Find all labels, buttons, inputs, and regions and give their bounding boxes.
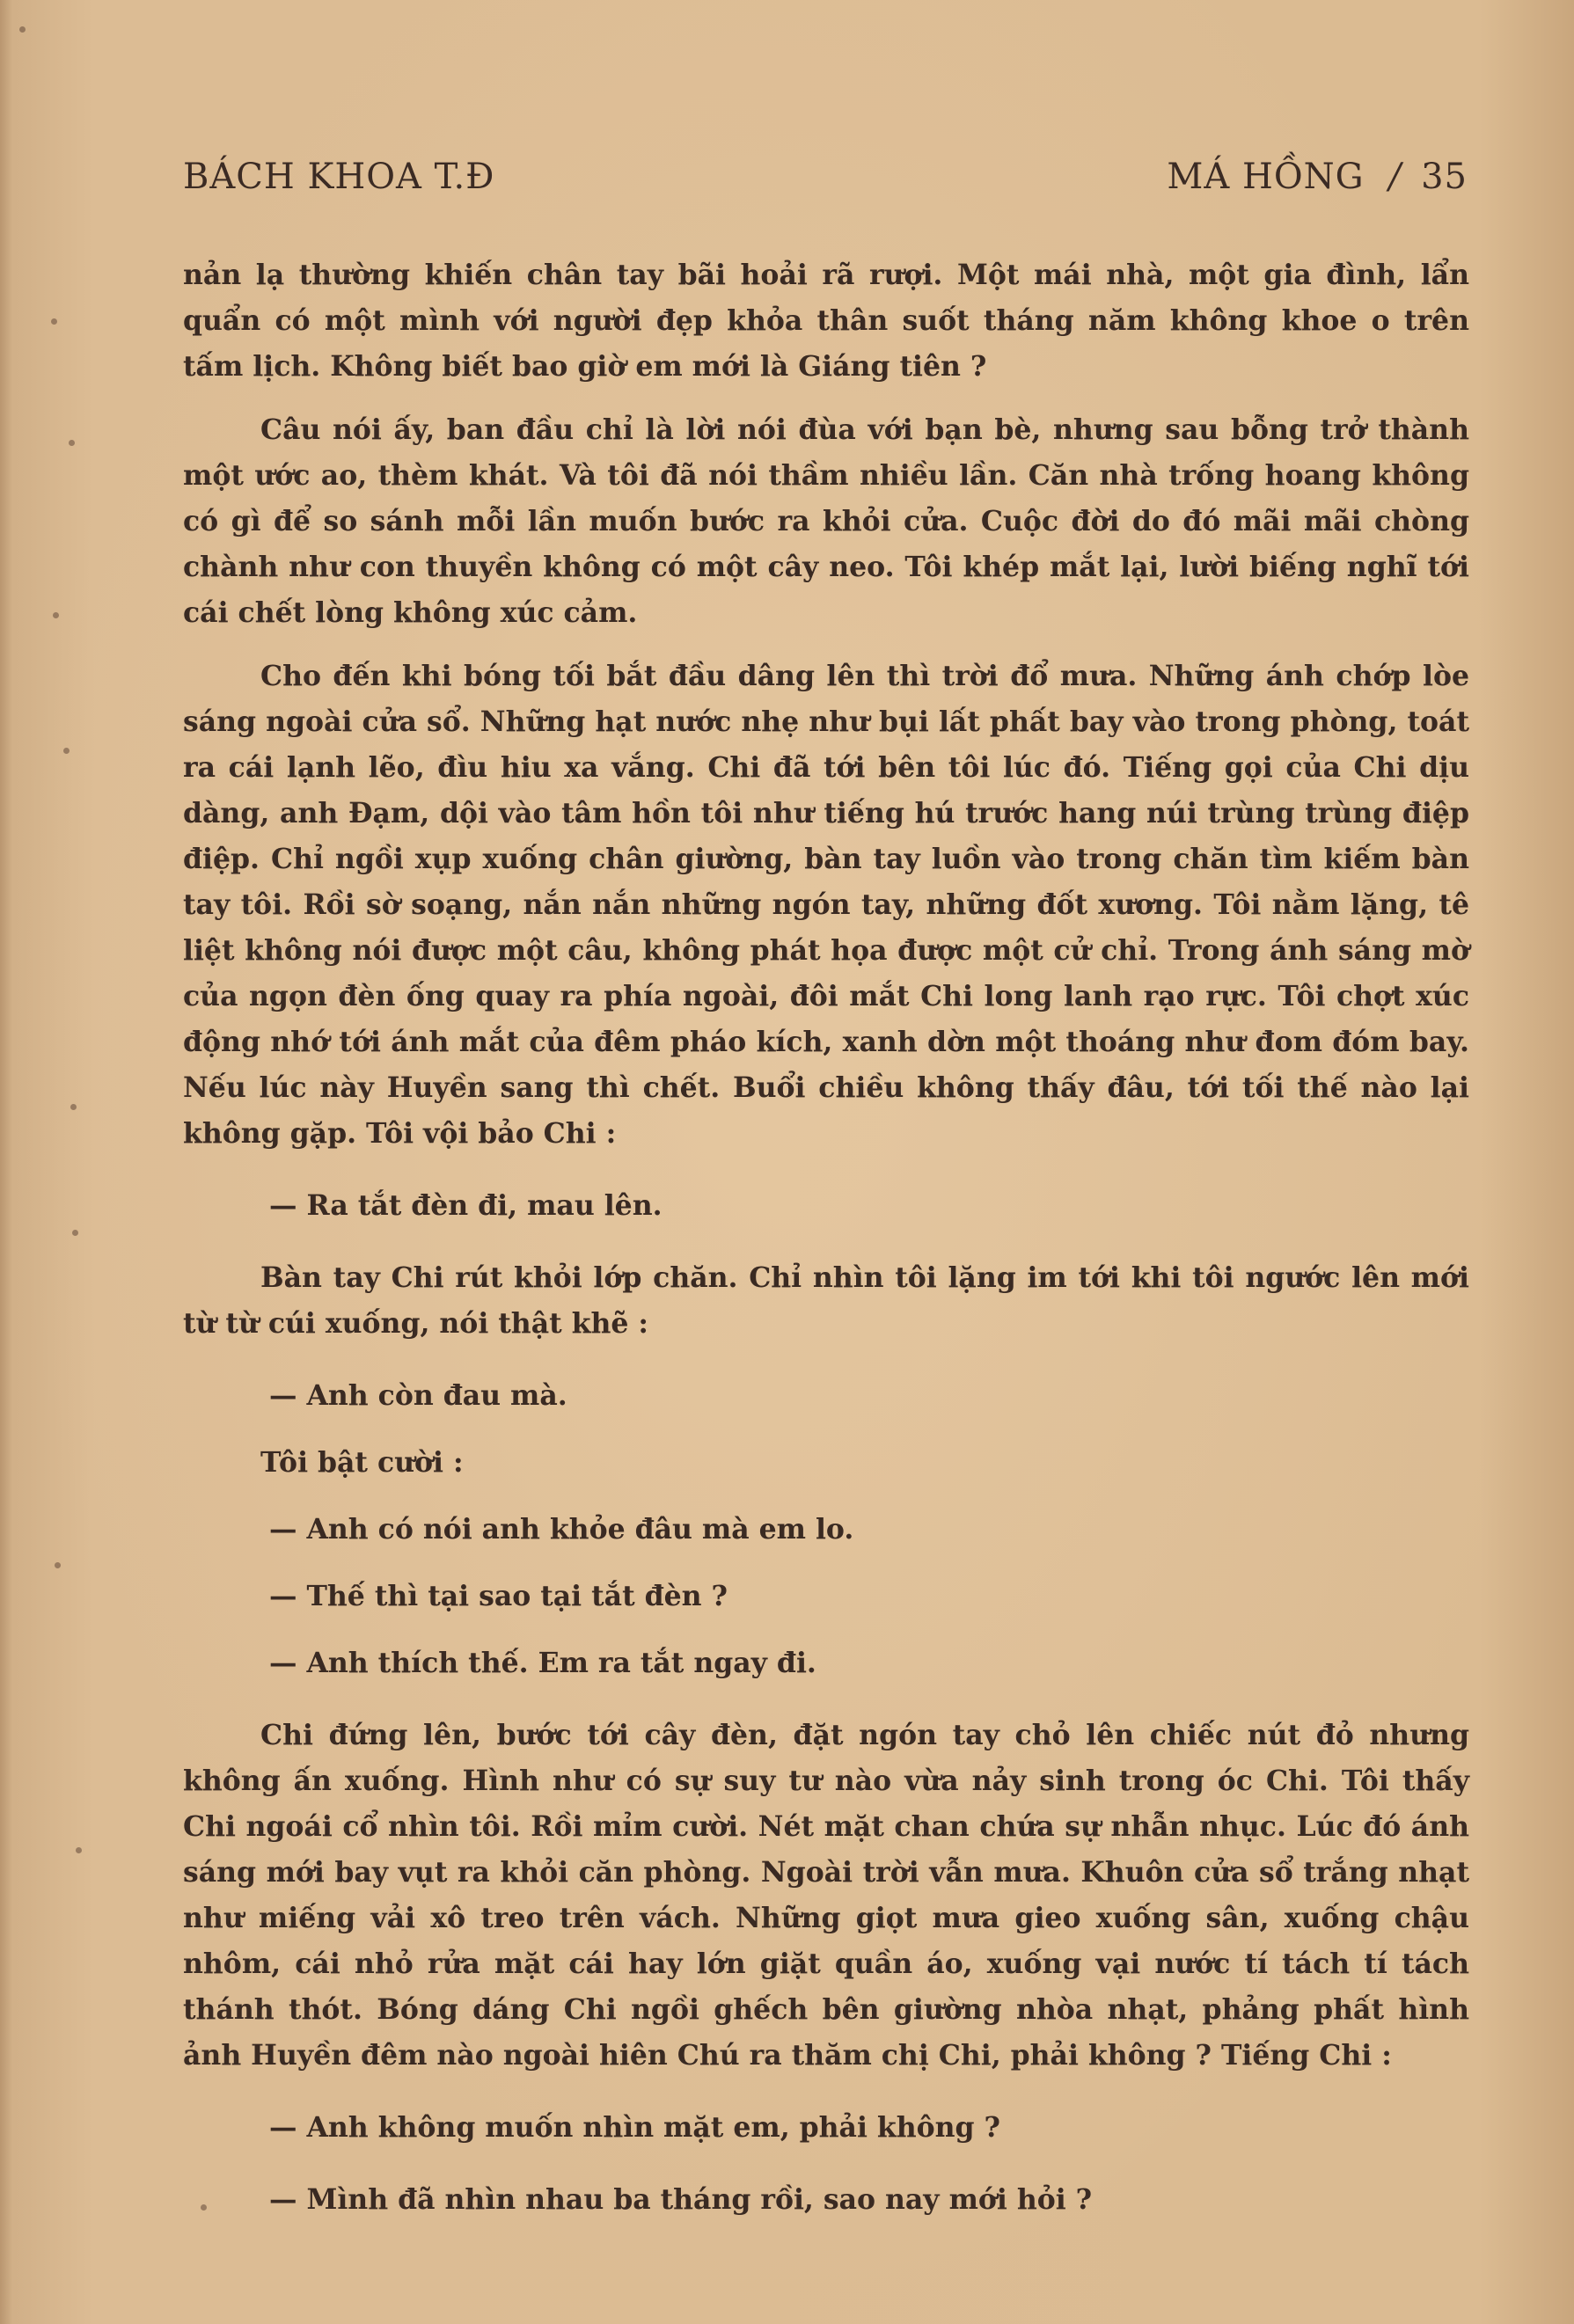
paragraph: Câu nói ấy, ban đầu chỉ là lời nói đùa với bạn bè, nhưng sau bỗng trở thành một ước ao, thèm khát. Và tôi đã nói thầm nhiều lần. Căn nhà trống hoang không có gì để so sánh mỗi lần muốn bước ra khỏi cửa. Cuộc đời do đó mãi mãi chòng chành như con thuyền không có một cây neo. Tôi khép mắt lại, lười biếng nghĩ tới cái chết lòng không xúc cảm. xyxy=(183,413,1469,629)
dialogue-line: — Anh có nói anh khỏe đâu mà em lo. xyxy=(269,1513,854,1546)
journal-title: BÁCH KHOA T.Đ xyxy=(183,157,495,197)
dialogue-line: — Thế thì tại sao tại tắt đèn ? xyxy=(269,1580,728,1612)
paragraph: nản lạ thường khiến chân tay bãi hoải rã rượi. Một mái nhà, một gia đình, lẩn quẩn có một mình với người đẹp khỏa thân suốt tháng năm không khoe o trên tấm lịch. Không biết bao giờ em mới là Giáng tiên ? xyxy=(183,259,1469,383)
page-number: 35 xyxy=(1421,157,1468,197)
dialogue-line: — Anh còn đau mà. xyxy=(269,1379,567,1412)
margin-speck xyxy=(19,26,26,33)
margin-speck xyxy=(51,318,57,325)
margin-speck xyxy=(55,1562,61,1568)
margin-speck xyxy=(76,1847,82,1853)
margin-speck xyxy=(70,1104,77,1110)
margin-speck xyxy=(72,1230,78,1236)
story-title: MÁ HỒNG xyxy=(1167,157,1365,197)
margin-speck xyxy=(69,440,75,446)
chapter-header xyxy=(1167,157,1468,197)
dialogue-line: — Ra tắt đèn đi, mau lên. xyxy=(269,1189,663,1222)
paragraph: Chi đứng lên, bước tới cây đèn, đặt ngón tay chỏ lên chiếc nút đỏ nhưng không ấn xuống. Hình như có sự suy tư nào vừa nảy sinh trong óc Chi. Tôi thấy Chi ngoái cổ nhìn tôi. Rồi mỉm cười. Nét mặt chan chứa sự nhẫn nhục. Lúc đó ánh sáng mới bay vụt ra khỏi căn phòng. Ngoài trời vẫn mưa. Khuôn cửa sổ trắng nhạt như miếng vải xô treo trên vách. Những giọt mưa gieo xuống sân, xuống chậu nhôm, cái nhỏ rửa mặt cái hay lớn giặt quần áo, xuống vại nước tí tách tí tách thánh thót. Bóng dáng Chi ngồi ghếch bên giường nhòa nhạt, phảng phất hình ảnh Huyền đêm nào ngoài hiên Chú ra thăm chị Chi, phải không ? Tiếng Chi : xyxy=(183,1719,1469,2072)
dialogue-line: — Anh không muốn nhìn mặt em, phải không ? xyxy=(269,2111,1000,2144)
dialogue-line: — Anh thích thế. Em ra tắt ngay đi. xyxy=(269,1647,816,1679)
dialogue-line: — Mình đã nhìn nhau ba tháng rồi, sao nay mới hỏi ? xyxy=(269,2183,1093,2216)
running-header xyxy=(183,157,1468,204)
margin-speck xyxy=(63,748,70,754)
paragraph: Bàn tay Chi rút khỏi lớp chăn. Chỉ nhìn tôi lặng im tới khi tôi ngước lên mới từ từ cúi xuống, nói thật khẽ : xyxy=(183,1261,1469,1340)
header-separator: / xyxy=(1388,157,1402,197)
margin-speck xyxy=(53,612,59,618)
page-edge-shadow xyxy=(0,0,12,2324)
paragraph: Tôi bật cười : xyxy=(260,1446,464,1479)
story-body xyxy=(183,252,1469,2223)
paragraph: Cho đến khi bóng tối bắt đầu dâng lên thì trời đổ mưa. Những ánh chớp lòe sáng ngoài cửa sổ. Những hạt nước nhẹ như bụi lất phất bay vào trong phòng, toát ra cái lạnh lẽo, đìu hiu xa vắng. Chi đã tới bên tôi lúc đó. Tiếng gọi của Chi dịu dàng, anh Đạm, dội vào tâm hồn tôi như tiếng hú trước hang núi trùng trùng điệp điệp. Chỉ ngồi xụp xuống chân giường, bàn tay luồn vào trong chăn tìm kiếm bàn tay tôi. Rồi sờ soạng, nắn nắn những ngón tay, những đốt xương. Tôi nằm lặng, tê liệt không nói được một câu, không phát họa được một cử chỉ. Trong ánh sáng mờ của ngọn đèn ống quay ra phía ngoài, đôi mắt Chi long lanh rạo rực. Tôi chợt xúc động nhớ tới ánh mắt của đêm pháo kích, xanh dờn một thoáng như đom đóm bay. Nếu lúc này Huyền sang thì chết. Buổi chiều không thấy đâu, tới tối thế nào lại không gặp. Tôi vội bảo Chi : xyxy=(183,660,1469,1150)
